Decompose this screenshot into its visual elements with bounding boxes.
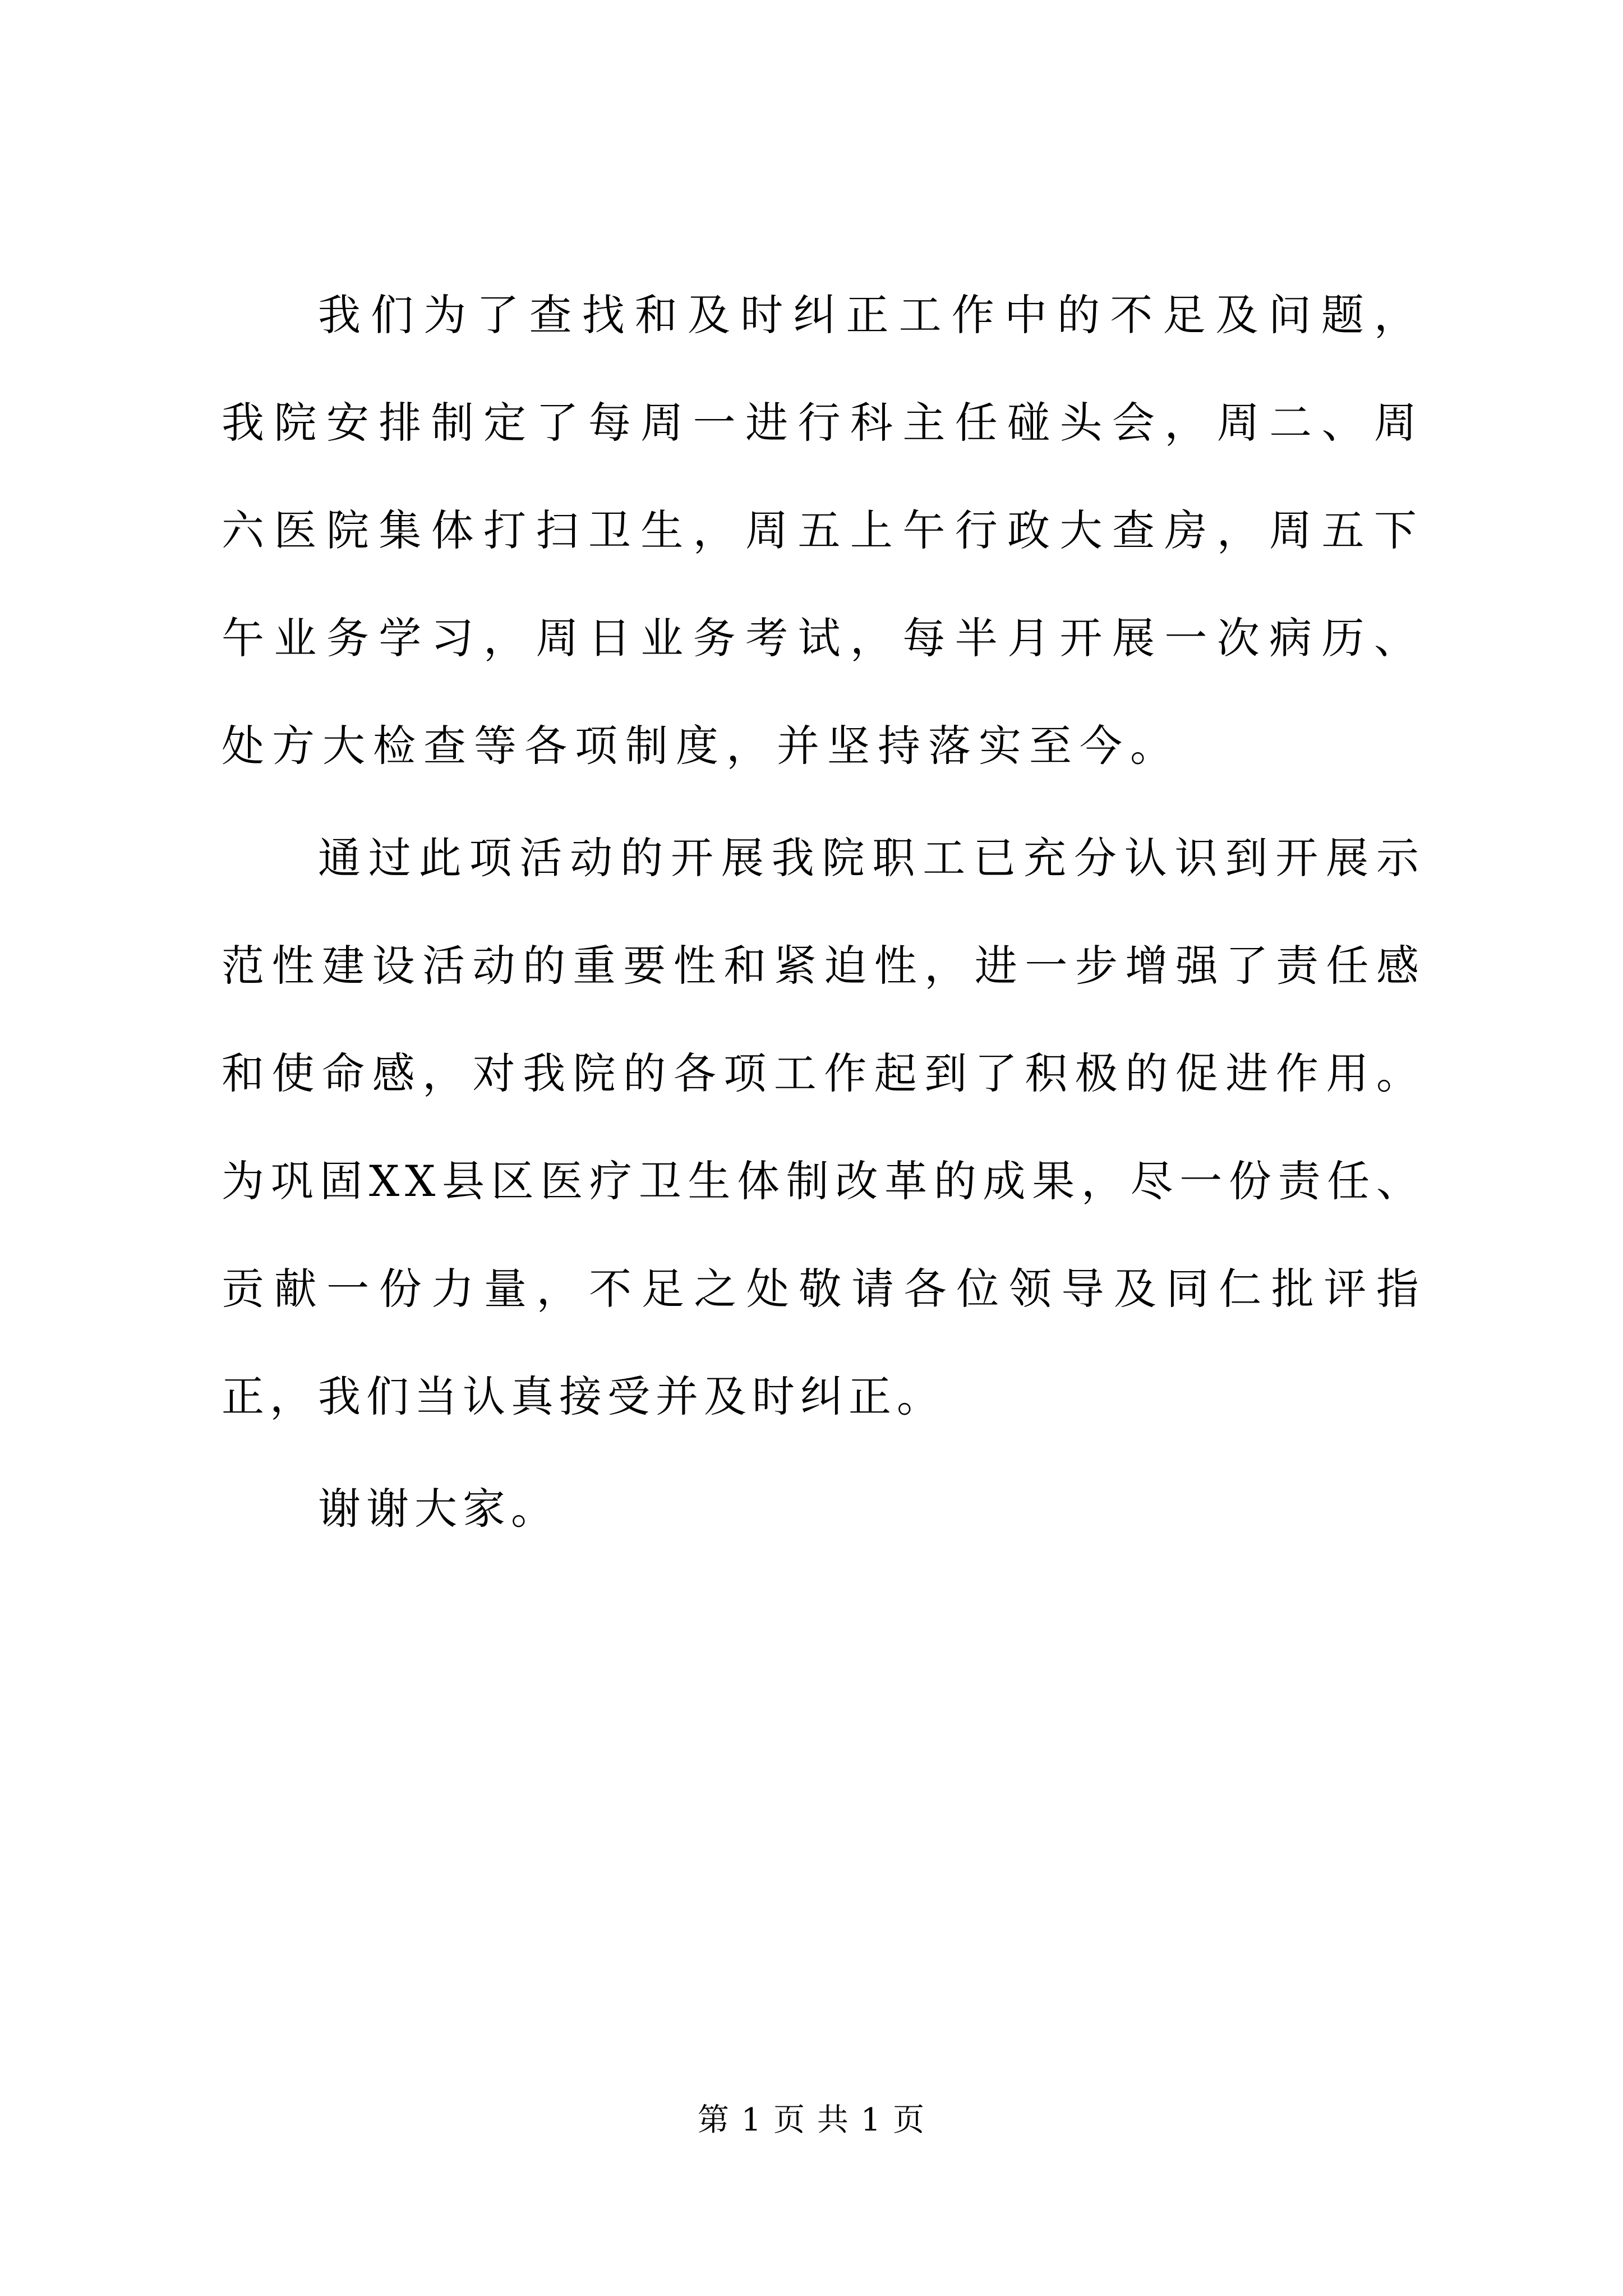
document-body xyxy=(222,261,1424,1567)
page-number-footer: 第 1 页 共 1 页 xyxy=(697,2102,926,2138)
paragraph-meeting-schedule: 我们为了查找和及时纠正工作中的不足及问题，我院安排制定了每周一进行科主任碰头会，周二、周六医院集体打扫卫生，周五上午行政大查房，周五下午业务学习，周日业务考试，每半月开展一次病历、处方大检查等各项制度，并坚持落实至今。 xyxy=(222,290,1424,771)
paragraph-activity-results: 通过此项活动的开展我院职工已充分认识到开展示范性建设活动的重要性和紧迫性，进一步增强了责任感和使命感，对我院的各项工作起到了积极的促进作用。为巩固XX县区医疗卫生体制改革的成果，尽一份责任、贡献一份力量，不足之处敬请各位领导及同仁批评指正，我们当认真接受并及时纠正。 xyxy=(222,833,1424,1421)
paragraph-thanks: 谢谢大家。 xyxy=(318,1484,559,1534)
